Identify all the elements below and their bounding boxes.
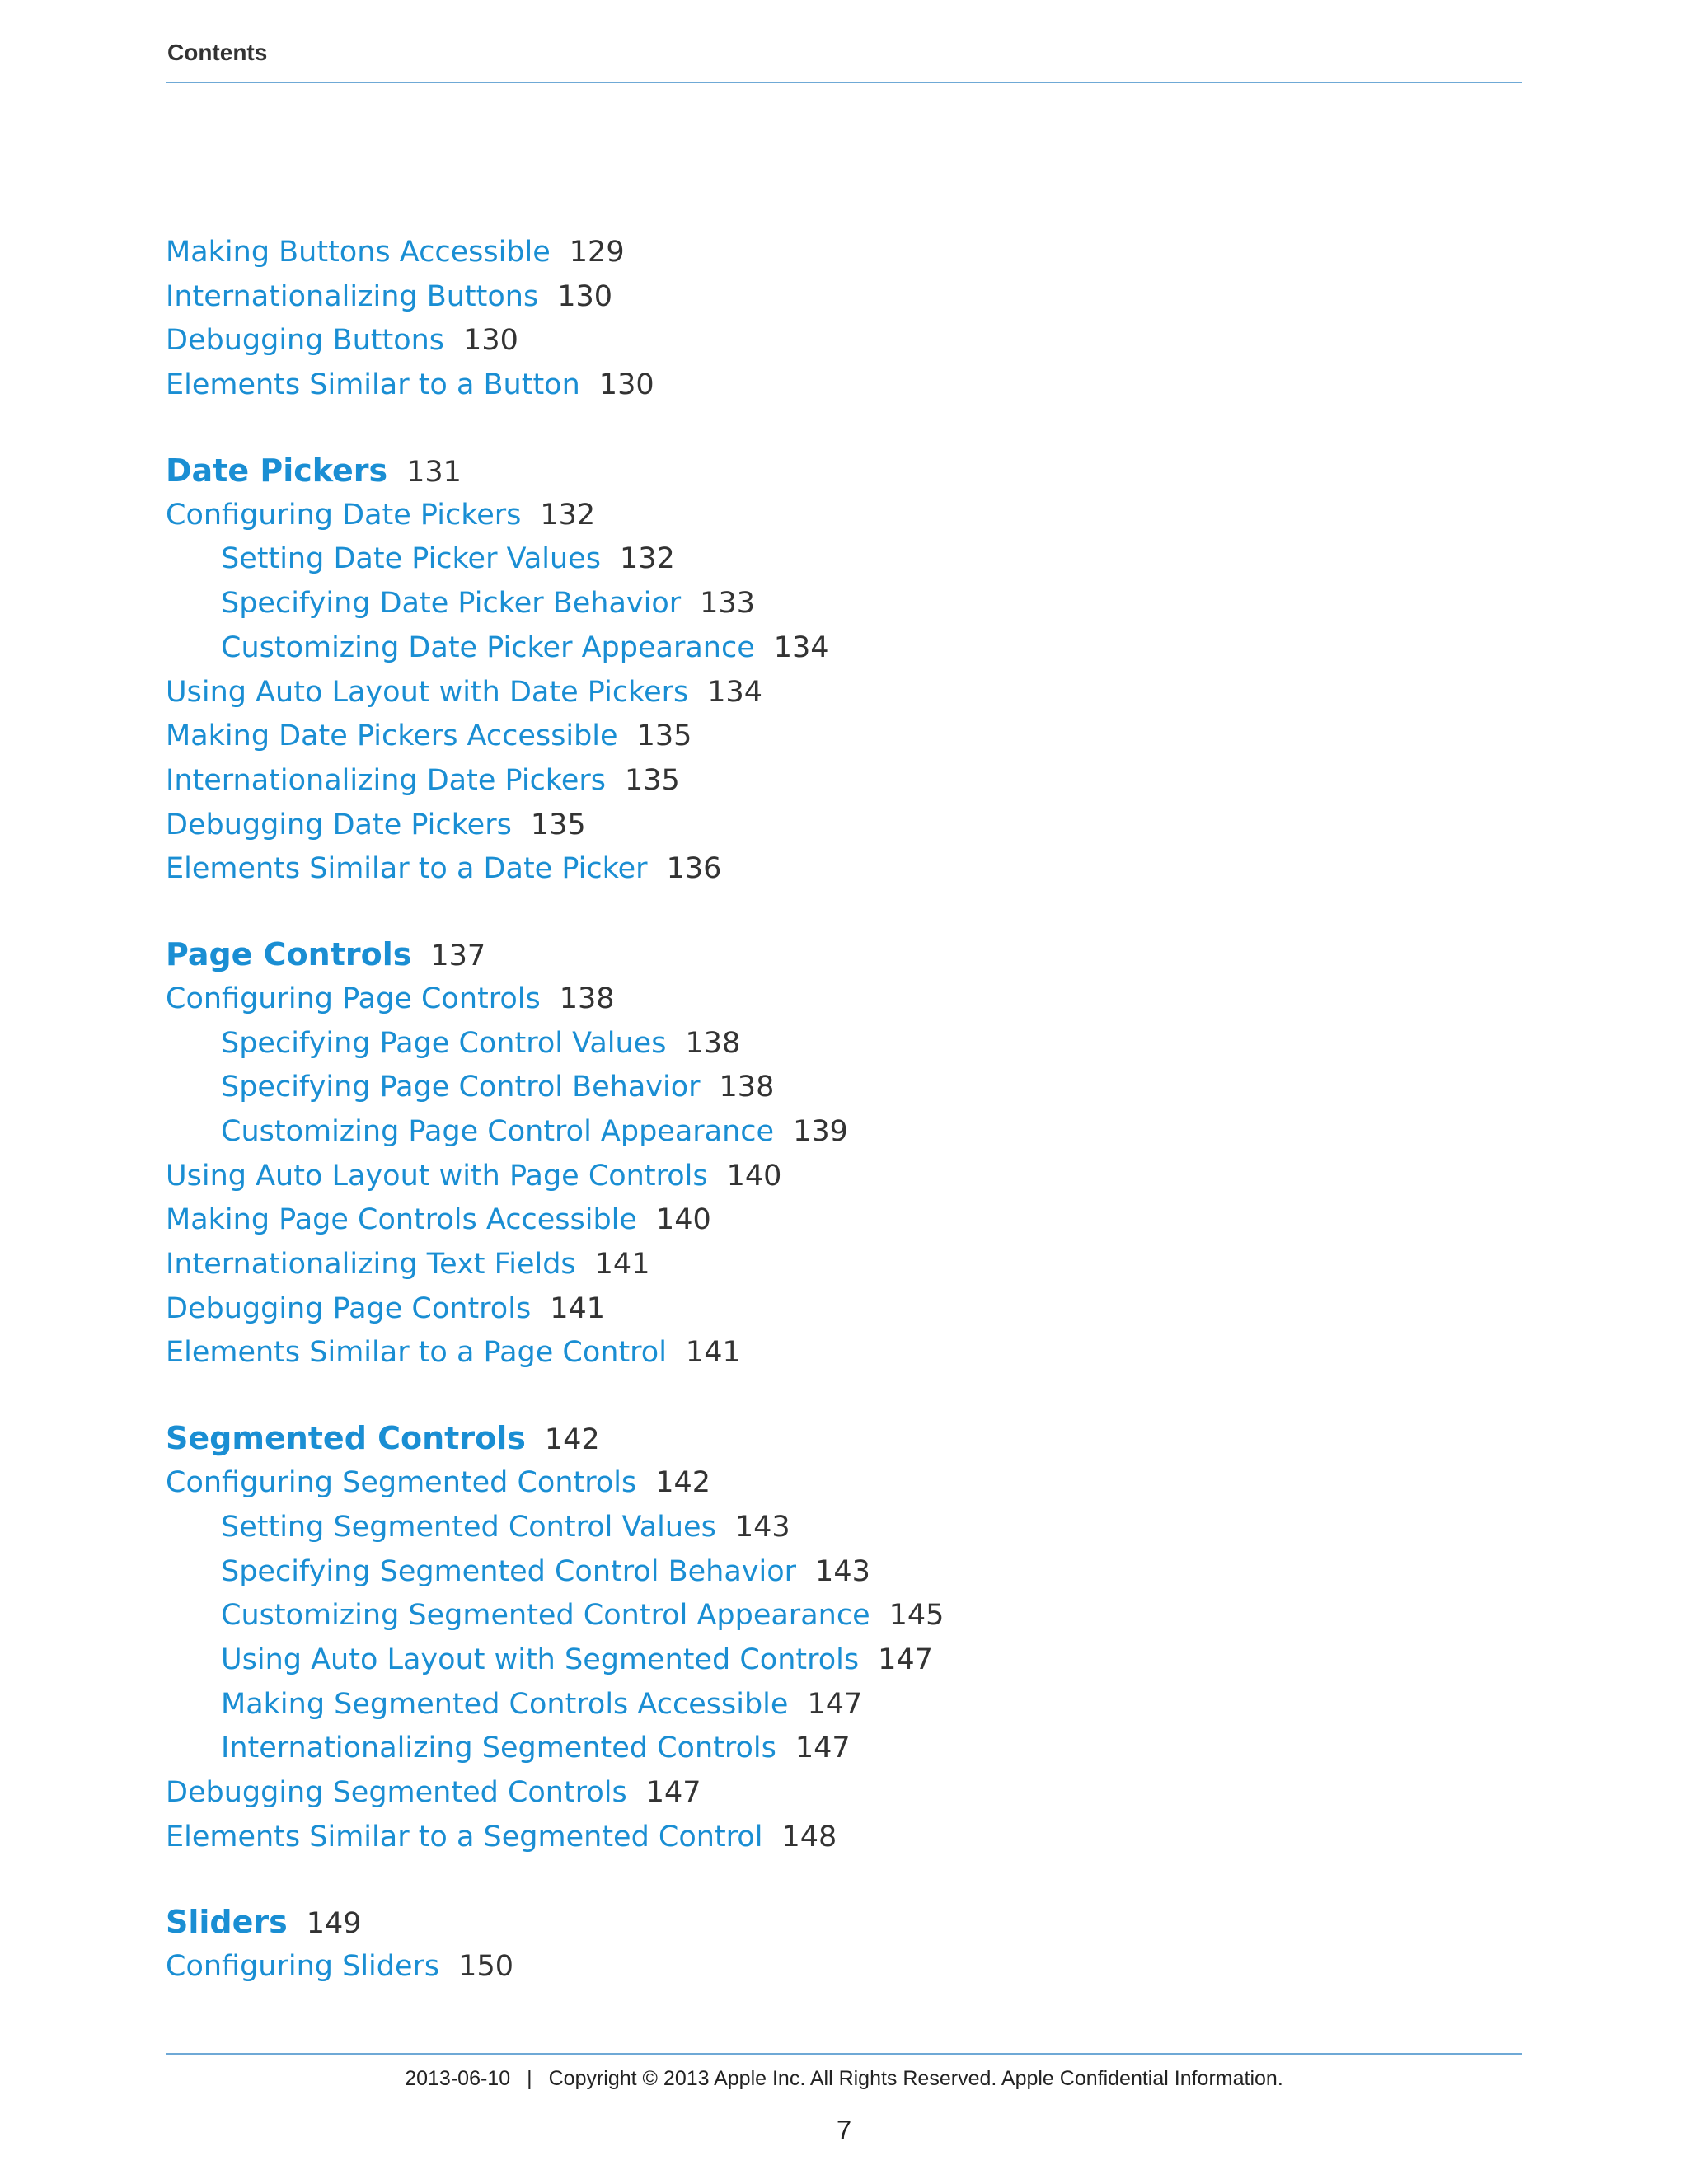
toc-page-number: 133 xyxy=(700,587,755,621)
toc-page-number: 147 xyxy=(795,1732,851,1765)
toc-entry[interactable] xyxy=(166,319,1522,363)
toc-entry-link[interactable]: Setting Date Picker Values xyxy=(221,542,601,576)
toc-entry-link[interactable]: Debugging Page Controls xyxy=(166,1291,532,1325)
toc-entry[interactable] xyxy=(166,1683,1522,1727)
toc-entry[interactable] xyxy=(166,1638,1522,1683)
toc-entry[interactable] xyxy=(166,1066,1522,1110)
toc-page-number: 142 xyxy=(544,1423,600,1457)
toc-page-number: 135 xyxy=(625,763,680,797)
toc-page-number: 150 xyxy=(458,1950,513,1984)
toc-entry-link[interactable]: Specifying Segmented Control Behavior xyxy=(221,1554,797,1588)
toc-entry-link[interactable]: Internationalizing Date Pickers xyxy=(166,763,606,797)
toc-page-number: 136 xyxy=(666,852,722,886)
table-of-contents xyxy=(166,231,1522,1990)
footer-separator: | xyxy=(527,2067,532,2090)
toc-page-number: 141 xyxy=(550,1291,605,1325)
toc-entry[interactable] xyxy=(166,804,1522,848)
toc-page-number: 148 xyxy=(781,1820,837,1854)
toc-entry[interactable] xyxy=(166,582,1522,626)
toc-entry[interactable] xyxy=(166,1771,1522,1816)
toc-page-number: 140 xyxy=(655,1203,711,1237)
toc-page-number: 143 xyxy=(734,1510,790,1544)
footer xyxy=(0,2067,1688,2091)
toc-entry[interactable] xyxy=(166,1243,1522,1287)
toc-page-number: 135 xyxy=(636,719,692,753)
toc-entry-link[interactable]: Configuring Segmented Controls xyxy=(166,1466,637,1500)
toc-chapter-entry[interactable] xyxy=(166,1899,1522,1945)
toc-entry-link[interactable]: Configuring Sliders xyxy=(166,1950,440,1984)
toc-entry-link[interactable]: Page Controls xyxy=(166,935,412,972)
toc-chapter-entry[interactable] xyxy=(166,448,1522,494)
toc-entry-link[interactable]: Setting Segmented Control Values xyxy=(221,1510,716,1544)
toc-entry[interactable] xyxy=(166,1155,1522,1199)
toc-entry-link[interactable]: Debugging Date Pickers xyxy=(166,808,512,841)
toc-page-number: 139 xyxy=(793,1115,848,1148)
toc-entry-link[interactable]: Elements Similar to a Date Picker xyxy=(166,852,648,886)
toc-entry-link[interactable]: Elements Similar to a Page Control xyxy=(166,1336,667,1370)
toc-page-number: 130 xyxy=(598,368,654,402)
page-number: 7 xyxy=(836,2115,852,2145)
toc-entry[interactable] xyxy=(166,275,1522,320)
toc-entry-link[interactable]: Internationalizing Text Fields xyxy=(166,1248,576,1282)
toc-page-number: 140 xyxy=(726,1159,782,1193)
header-rule xyxy=(166,82,1522,83)
toc-entry-link[interactable]: Internationalizing Buttons xyxy=(166,279,539,313)
toc-entry-link[interactable]: Specifying Page Control Values xyxy=(221,1026,667,1060)
toc-page-number: 138 xyxy=(685,1026,741,1060)
toc-entry[interactable] xyxy=(166,1727,1522,1771)
toc-page-number: 142 xyxy=(655,1466,711,1500)
toc-page-number: 132 xyxy=(619,542,675,576)
toc-page-number: 135 xyxy=(530,808,586,841)
toc-entry-link[interactable]: Sliders xyxy=(166,1904,288,1941)
toc-entry-link[interactable]: Customizing Page Control Appearance xyxy=(221,1115,775,1148)
toc-entry[interactable] xyxy=(166,1945,1522,1990)
toc-page-number: 145 xyxy=(889,1599,945,1633)
toc-entry[interactable] xyxy=(166,363,1522,408)
toc-entry[interactable] xyxy=(166,759,1522,804)
toc-entry-link[interactable]: Using Auto Layout with Segmented Controls xyxy=(221,1643,860,1676)
toc-entry[interactable] xyxy=(166,1506,1522,1550)
toc-entry[interactable] xyxy=(166,1550,1522,1595)
toc-entry-link[interactable]: Debugging Segmented Controls xyxy=(166,1775,627,1809)
toc-entry-link[interactable]: Customizing Date Picker Appearance xyxy=(221,630,755,664)
toc-entry[interactable] xyxy=(166,1287,1522,1332)
toc-page-number: 131 xyxy=(406,455,462,489)
toc-entry[interactable] xyxy=(166,537,1522,582)
footer-copyright: Copyright © 2013 Apple Inc. All Rights Reserved. Apple Confidential Information. xyxy=(548,2067,1283,2090)
toc-page-number: 141 xyxy=(594,1248,650,1282)
toc-entry[interactable] xyxy=(166,977,1522,1022)
toc-page-number: 134 xyxy=(707,675,763,709)
toc-entry-link[interactable]: Configuring Page Controls xyxy=(166,982,541,1015)
toc-chapter-entry[interactable] xyxy=(166,1415,1522,1461)
toc-entry-link[interactable]: Specifying Page Control Behavior xyxy=(221,1071,701,1104)
toc-entry-link[interactable]: Customizing Segmented Control Appearance xyxy=(221,1599,870,1633)
toc-entry[interactable] xyxy=(166,1816,1522,1860)
toc-entry-link[interactable]: Making Page Controls Accessible xyxy=(166,1203,637,1237)
footer-rule xyxy=(166,2053,1522,2055)
toc-entry-link[interactable]: Using Auto Layout with Page Controls xyxy=(166,1159,708,1193)
toc-page-number: 147 xyxy=(807,1687,863,1721)
toc-page-number: 129 xyxy=(569,236,625,269)
toc-entry[interactable] xyxy=(166,626,1522,671)
toc-entry-link[interactable]: Date Pickers xyxy=(166,452,388,489)
toc-entry[interactable] xyxy=(166,494,1522,538)
toc-entry-link[interactable]: Making Date Pickers Accessible xyxy=(166,719,618,753)
toc-entry-link[interactable]: Configuring Date Pickers xyxy=(166,498,522,532)
toc-entry[interactable] xyxy=(166,671,1522,715)
toc-page-number: 130 xyxy=(463,324,518,358)
toc-entry-link[interactable]: Elements Similar to a Button xyxy=(166,368,580,402)
footer-date: 2013-06-10 xyxy=(405,2067,511,2090)
toc-page-number: 147 xyxy=(878,1643,933,1676)
toc-page-number: 130 xyxy=(557,279,613,313)
toc-page-number: 147 xyxy=(645,1775,701,1809)
toc-entry[interactable] xyxy=(166,1110,1522,1155)
toc-entry-link[interactable]: Elements Similar to a Segmented Control xyxy=(166,1820,763,1854)
toc-entry-link[interactable]: Using Auto Layout with Date Pickers xyxy=(166,675,689,709)
running-header-title: Contents xyxy=(167,40,268,65)
toc-entry[interactable] xyxy=(166,1022,1522,1066)
toc-entry-link[interactable]: Debugging Buttons xyxy=(166,324,445,358)
toc-page-number: 137 xyxy=(430,939,486,972)
toc-page-number: 143 xyxy=(815,1554,870,1588)
toc-entry[interactable] xyxy=(166,847,1522,892)
toc-page-number: 138 xyxy=(559,982,615,1015)
toc-entry[interactable] xyxy=(166,231,1522,275)
toc-entry-link[interactable]: Segmented Controls xyxy=(166,1420,526,1457)
toc-page-number: 134 xyxy=(773,630,829,664)
toc-page-number: 132 xyxy=(540,498,596,532)
toc-entry[interactable] xyxy=(166,1461,1522,1506)
toc-chapter-entry[interactable] xyxy=(166,931,1522,977)
toc-page-number: 141 xyxy=(685,1336,741,1370)
toc-entry-link[interactable]: Making Segmented Controls Accessible xyxy=(221,1687,789,1721)
toc-entry-link[interactable]: Internationalizing Segmented Controls xyxy=(221,1732,776,1765)
toc-entry[interactable] xyxy=(166,1198,1522,1243)
toc-page-number: 138 xyxy=(719,1071,775,1104)
toc-entry[interactable] xyxy=(166,1331,1522,1376)
toc-entry[interactable] xyxy=(166,715,1522,759)
toc-entry-link[interactable]: Making Buttons Accessible xyxy=(166,236,551,269)
toc-page-number: 149 xyxy=(306,1907,362,1941)
toc-entry-link[interactable]: Specifying Date Picker Behavior xyxy=(221,587,682,621)
toc-entry[interactable] xyxy=(166,1594,1522,1638)
